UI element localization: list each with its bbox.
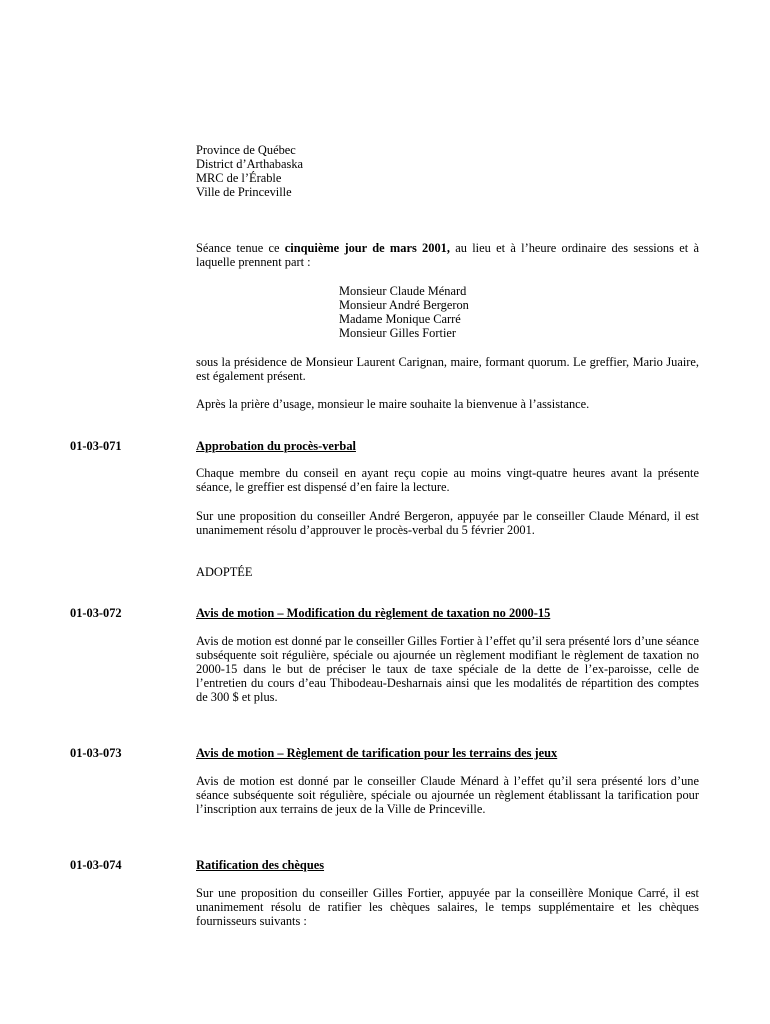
document-header	[196, 143, 303, 199]
resolution-number: 01-03-071	[70, 439, 122, 453]
attendee: Monsieur Gilles Fortier	[339, 326, 457, 340]
resolution-paragraph: Avis de motion est donné par le conseiller Gilles Fortier à l’effet qu’il sera présenté lors d’une séance subséquente soit régulière, spéciale ou ajournée un règlement modifiant le règlement de taxation no 2000-15 dans le but de préciser le taux de taxe spéciale de la dette de l’ex-paroisse, celle de l’entretien du cours d’eau Thibodeau-Desharnais ainsi que les modalités de répartition des comptes de 300 $ et plus.	[196, 634, 699, 704]
session-date: cinquième jour de mars 2001,	[284, 241, 450, 255]
resolution-paragraph: Chaque membre du conseil en ayant reçu copie au moins vingt-quatre heures avant la présente séance, le greffier est dispensé d’en faire la lecture.	[196, 466, 699, 494]
intro-suffix: au lieu et à l’heure ordinaire des sessions et à laquelle prennent part :	[196, 241, 699, 269]
resolution-paragraph: Avis de motion est donné par le conseiller Claude Ménard à l’effet qu’il sera présenté lors d’une séance subséquente soit régulière, spéciale ou ajournée un règlement établissant la tarification pour l’inscription aux terrains de jeux de la Ville de Princeville.	[196, 774, 699, 816]
header-line: Province de Québec	[196, 143, 296, 157]
session-intro	[196, 241, 699, 269]
intro-prefix: Séance tenue ce	[196, 241, 285, 255]
resolution-number: 01-03-072	[70, 606, 122, 620]
adopted-label: ADOPTÉE	[196, 565, 253, 579]
header-line: District d’Arthabaska	[196, 157, 304, 171]
resolution-title: Approbation du procès-verbal	[196, 439, 356, 453]
attendee: Monsieur André Bergeron	[339, 298, 469, 312]
resolution-number: 01-03-073	[70, 746, 122, 760]
resolution-title: Ratification des chèques	[196, 858, 325, 872]
resolution-paragraph: Sur une proposition du conseiller Gilles Fortier, appuyée par la conseillère Monique Carré, il est unanimement résolu de ratifier les chèques salaires, le temps supplémentaire et les chèques fournisseurs suivants :	[196, 886, 699, 928]
resolution-number: 01-03-074	[70, 858, 122, 872]
header-line: Ville de Princeville	[196, 185, 292, 199]
resolution-title: Avis de motion – Règlement de tarification pour les terrains des jeux	[196, 746, 558, 760]
attendee: Monsieur Claude Ménard	[339, 284, 467, 298]
resolution-paragraph: Sur une proposition du conseiller André Bergeron, appuyée par le conseiller Claude Ménard, il est unanimement résolu d’approuver le procès-verbal du 5 février 2001.	[196, 509, 699, 537]
resolution-title: Avis de motion – Modification du règlement de taxation no 2000-15	[196, 606, 551, 620]
header-line: MRC de l’Érable	[196, 171, 282, 185]
attendee: Madame Monique Carré	[339, 312, 461, 326]
presidency-paragraph: sous la présidence de Monsieur Laurent Carignan, maire, formant quorum. Le greffier, Mario Juaire, est également présent.	[196, 355, 699, 383]
prayer-paragraph: Après la prière d’usage, monsieur le maire souhaite la bienvenue à l’assistance.	[196, 397, 590, 411]
attendee-list	[339, 284, 469, 340]
